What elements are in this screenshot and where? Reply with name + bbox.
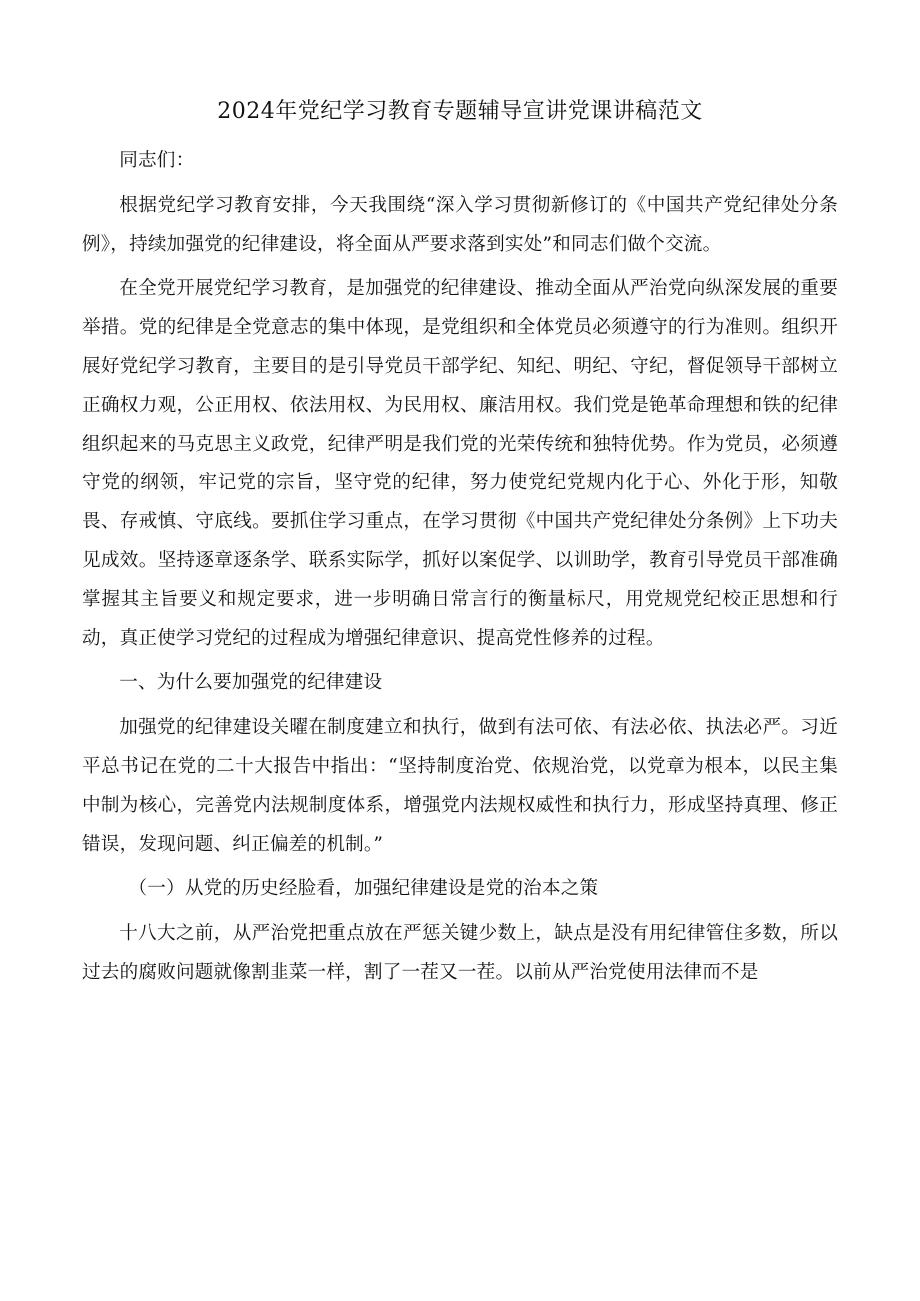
subsection-heading-1: （一）从党的历史经脸看，加强纪律建设是党的治本之策 <box>128 878 599 900</box>
paragraph-intro: 根据党纪学习教育安排，今天我围绕“深入学习贯彻新修订的《中国共产党纪律处分条例》，持续加强党的纪律建设，将全面从严要求落到实处”和同志们做个交流。 <box>82 194 838 255</box>
paragraph-history: 十八大之前，从严治党把重点放在严惩关键少数上，缺点是没有用纪律管住多数，所以过去的腐败问题就像割韭菜一样，割了一茬又一茬。以前从严治党使用法律而不是 <box>82 923 838 983</box>
salutation: 同志们： <box>119 150 195 171</box>
paragraph-significance: 在全党开展党纪学习教育，是加强党的纪律建设、推动全面从严治党向纵深发展的重要举措。党的纪律是全党意志的集中体现，是党组织和全体党员必须遵守的行为准则。组织开展好党纪学习教育，主要目的是引导党员干部学纪、知纪、明纪、守纪，督促领导干部树立正确权力观，公正用权、依法用权、为民用权、廉洁用权。我们党是铯革命理想和铁的纪律组织起来的马克思主义政党，纪律严明是我们党的光荣传统和独特优势。作为党员，必须遵守党的纲领，牢记党的宗旨，坚守党的纪律，努力使党纪党规内化于心、外化于形，知敬畏、存戒慎、守底线。要抓住学习重点，在学习贯彻《中国共产党纪律处分条例》上下功夫见成效。坚持逐章逐条学、联系实际学，抓好以案促学、以训助学，教育引导党员干部准确掌握其主旨要义和规定要求，进一步明确日常言行的衡量标尺，用党规党纪校正思想和行动，真正使学习党纪的过程成为增强纪律意识、提高党性修养的过程。 <box>82 278 838 649</box>
paragraph-system-building: 加强党的纪律建设关曜在制度建立和执行，做到有法可依、有法必依、执法必严。习近平总书记在党的二十大报告中指出：“坚持制度治党、依规治党，以党章为根本，以民主集中制为核心，完善党内法规制度体系，增强党内法规权威性和执行力，形成坚持真理、修正错误，发现问题、纠正偏差的机制。” <box>82 717 838 855</box>
document-title: 2024年党纪学习教育专题辅导宣讲党课讲稿范文 <box>217 99 703 124</box>
section-heading-1: 一、为什么要加强党的纪律建设 <box>119 672 383 694</box>
